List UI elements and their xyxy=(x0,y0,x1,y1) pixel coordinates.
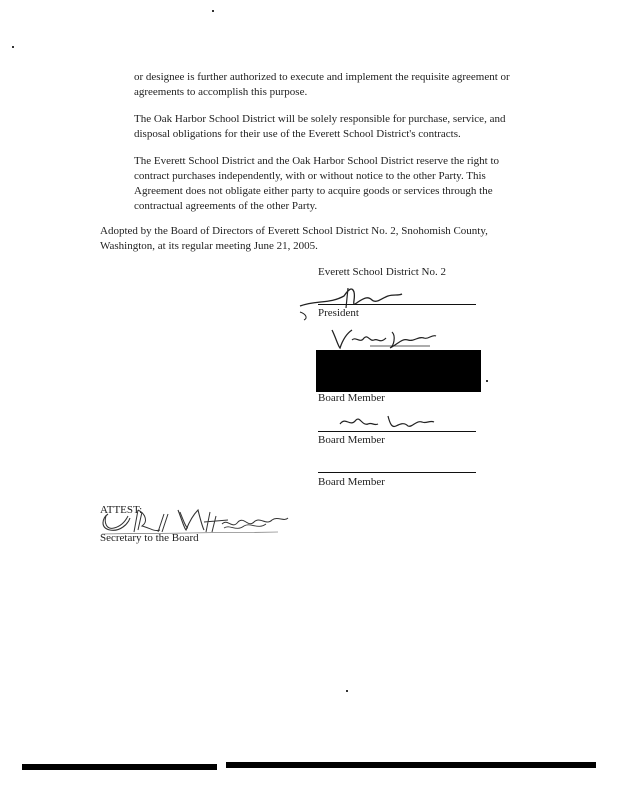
paragraph-reserve-right: The Everett School District and the Oak Harbor School District reserve the right to contract purchases independently, with or without notice to the other Party. This Agreement does not obligate either party to acquire goods or services through the contractual agreements of the other Party. xyxy=(134,155,500,212)
scan-speck xyxy=(12,46,14,48)
secretary-label: Secretary to the Board xyxy=(100,532,199,544)
paragraph-designee: or designee is further authorized to execute and implement the requisite agreement or agreements to accomplish this purpose. xyxy=(134,71,510,98)
board-member-signature-line-2 xyxy=(318,431,476,432)
paragraph-oak-harbor-obligations: The Oak Harbor School District will be solely responsible for purchase, service, and disposal obligations for their use of the Everett School District's contracts. xyxy=(134,113,506,140)
adoption-statement: Adopted by the Board of Directors of Everett School District No. 2, Snohomish County, Washington, at its regular meeting June 21, 2005. xyxy=(100,225,488,252)
board-member-signature-line-3 xyxy=(318,472,476,473)
attest-label: ATTEST: xyxy=(100,504,143,516)
president-signature-line xyxy=(318,304,476,305)
district-name: Everett School District No. 2 xyxy=(318,266,447,278)
redaction-block xyxy=(316,350,481,392)
bottom-scan-bar-right xyxy=(226,762,596,768)
board-member-signature-image-2 xyxy=(338,412,438,432)
board-member-label-3: Board Member xyxy=(318,476,385,488)
scan-speck xyxy=(346,690,348,692)
scan-speck xyxy=(212,10,214,12)
bottom-scan-bar-left xyxy=(22,764,217,770)
president-label: President xyxy=(318,307,359,319)
scan-speck xyxy=(486,380,488,382)
board-member-label-1: Board Member xyxy=(318,392,385,404)
board-member-label-2: Board Member xyxy=(318,434,385,446)
board-member-signature-image xyxy=(330,326,440,352)
